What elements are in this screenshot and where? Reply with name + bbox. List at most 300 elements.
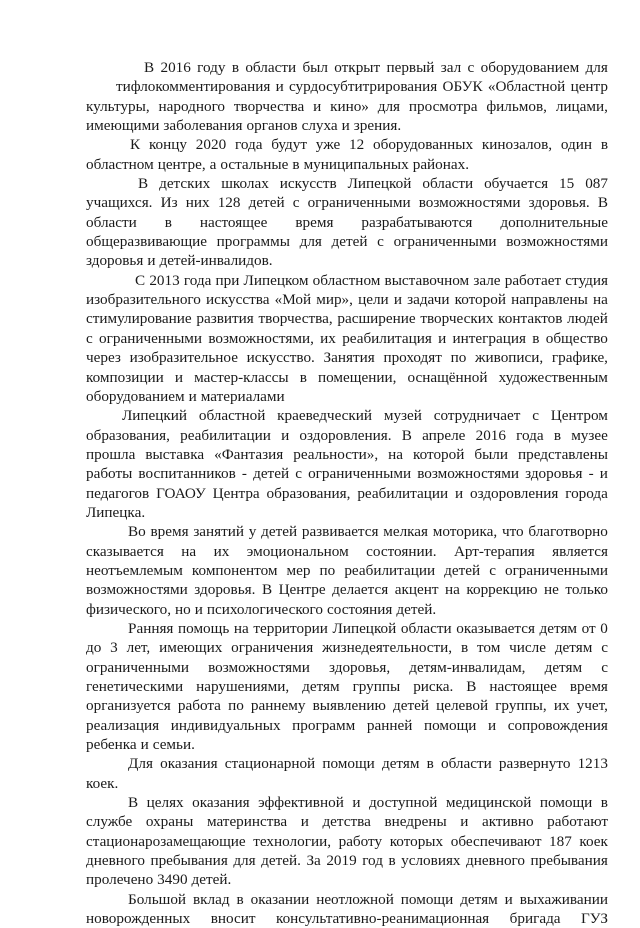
- word: дневного: [86, 852, 145, 870]
- word: были: [474, 445, 509, 463]
- word: задачи: [407, 291, 450, 309]
- word: году: [197, 59, 226, 76]
- word: детских: [159, 175, 211, 193]
- word: коррекцию: [466, 581, 538, 599]
- word: 3: [110, 639, 118, 657]
- word: В: [138, 175, 149, 193]
- word: Центре: [278, 581, 326, 599]
- word: детей-инвалидов.: [159, 252, 273, 270]
- word: условиях: [401, 852, 461, 870]
- word: обеспечивают: [450, 832, 542, 850]
- word: области: [245, 59, 297, 76]
- word: по: [228, 697, 244, 715]
- word: ребенка: [86, 736, 137, 754]
- word: риска.: [413, 678, 454, 695]
- word: и: [140, 736, 149, 754]
- word: возможностями: [418, 194, 521, 212]
- word: и: [313, 97, 322, 115]
- word: доступной: [368, 794, 438, 812]
- word: помощи: [539, 794, 593, 812]
- word: Для: [128, 755, 153, 773]
- word: оснащённой: [407, 368, 488, 386]
- word: с: [467, 59, 475, 76]
- word: вклад: [192, 890, 230, 908]
- word: развития: [196, 310, 254, 328]
- word: С: [135, 271, 146, 289]
- word: Во: [128, 523, 146, 541]
- word: по: [319, 561, 336, 579]
- word: в: [460, 639, 469, 657]
- word: искусство.: [246, 349, 315, 367]
- word: контактов: [498, 310, 563, 328]
- word: уже: [315, 136, 341, 154]
- word: людей: [567, 310, 608, 328]
- word: В: [466, 678, 477, 695]
- word: обучается: [484, 175, 549, 193]
- text-line: [86, 348, 608, 367]
- word: охраны: [145, 813, 194, 831]
- word: для: [233, 852, 256, 870]
- word: с: [295, 465, 302, 483]
- word: по: [450, 349, 467, 367]
- word: Центром: [550, 407, 608, 425]
- word: интеграция: [452, 329, 526, 347]
- text-line: [86, 735, 608, 754]
- word: работают: [547, 813, 608, 831]
- word: для: [585, 59, 608, 76]
- text-line: [86, 619, 608, 638]
- word: том: [476, 639, 501, 657]
- word: просмотра: [408, 97, 478, 115]
- word: в: [532, 329, 540, 347]
- word: активно: [482, 813, 534, 831]
- word: представлены: [518, 445, 608, 463]
- word: программы: [216, 233, 290, 251]
- word: семьи.: [152, 736, 195, 754]
- word: был: [302, 59, 328, 76]
- word: детей: [248, 194, 285, 212]
- text-line: [86, 503, 608, 522]
- text-line: [86, 832, 608, 851]
- word: Ранняя: [128, 619, 174, 637]
- word: стимулирование: [86, 310, 192, 328]
- word: здоровья.: [528, 194, 590, 212]
- word: народного: [158, 97, 226, 115]
- word: детей: [331, 233, 368, 251]
- word: год: [362, 852, 383, 870]
- word: композиции: [86, 368, 164, 386]
- word: в: [236, 890, 244, 908]
- word: и: [393, 291, 402, 309]
- word: образования,: [266, 484, 351, 502]
- word: направлены: [511, 291, 588, 309]
- word: на: [445, 581, 460, 599]
- word: разрабатываются: [361, 213, 473, 231]
- word: детей: [444, 561, 481, 579]
- word: 128: [217, 194, 241, 212]
- word: воспитанников: [138, 465, 236, 483]
- word: детям: [554, 639, 593, 657]
- word: время: [569, 678, 608, 695]
- word: и: [341, 117, 350, 135]
- text-line: [86, 445, 608, 464]
- word: Липецкой: [332, 619, 397, 637]
- word: помощь: [178, 619, 230, 637]
- word: центр: [570, 78, 608, 96]
- text-line: [86, 716, 608, 735]
- text-line: [86, 309, 608, 328]
- word: ограниченными: [99, 329, 203, 347]
- word: -: [588, 465, 594, 483]
- word: заболевания: [163, 117, 243, 135]
- word: органов: [246, 117, 298, 135]
- word: их: [320, 329, 336, 347]
- word: фильмов,: [486, 97, 547, 115]
- word: здоровья: [86, 252, 144, 270]
- word: детей: [253, 465, 290, 483]
- word: внедрены: [384, 813, 447, 831]
- word: в: [292, 155, 300, 173]
- word: с: [601, 658, 608, 676]
- word: За: [306, 852, 321, 870]
- word: выхаживании: [519, 890, 608, 908]
- word: детям: [381, 755, 420, 773]
- text-line: [86, 58, 608, 77]
- word: оборудованием: [86, 387, 185, 405]
- word: центре,: [157, 155, 206, 173]
- word: материнства: [206, 813, 288, 831]
- word: и: [188, 387, 197, 405]
- word: и: [454, 484, 464, 502]
- word: с: [532, 407, 539, 425]
- word: зал: [440, 59, 462, 76]
- word: прошла: [86, 445, 136, 463]
- text-line: [86, 696, 608, 715]
- word: детям-инвалидам,: [409, 658, 526, 676]
- word: генетическими: [86, 678, 184, 695]
- word: учащихся.: [86, 194, 153, 212]
- word: в: [426, 755, 434, 773]
- text-line: [86, 77, 608, 96]
- word: от: [581, 619, 596, 637]
- word: у: [248, 523, 257, 541]
- word: и: [275, 78, 284, 96]
- word: только: [565, 581, 608, 599]
- word: и: [300, 813, 309, 831]
- word: на: [181, 542, 197, 560]
- word: детей.: [396, 600, 437, 618]
- word: графике,: [551, 349, 608, 367]
- word: кинозалов,: [481, 136, 553, 154]
- word: с: [86, 329, 93, 347]
- word: группы: [352, 678, 401, 695]
- word: 15: [559, 175, 575, 193]
- word: и: [174, 368, 184, 386]
- word: 2016: [475, 426, 506, 444]
- word: детей.: [261, 852, 301, 870]
- word: 0: [600, 619, 608, 637]
- word: 12: [349, 136, 365, 154]
- word: настоящее: [489, 678, 557, 695]
- word: развивается: [301, 523, 379, 541]
- word: мер: [286, 561, 311, 579]
- word: реабилитации: [357, 484, 449, 502]
- text-line: [86, 271, 608, 290]
- text-line: [86, 851, 608, 870]
- word: Большой: [128, 890, 187, 908]
- word: для: [377, 97, 401, 115]
- text-line: [86, 232, 608, 251]
- word: года: [234, 136, 263, 154]
- word: программ: [292, 716, 356, 734]
- word: областной: [198, 407, 266, 425]
- word: лицами,: [555, 97, 608, 115]
- text-line: [86, 754, 608, 773]
- word: изобразительное: [129, 349, 238, 367]
- word: области: [86, 213, 137, 231]
- word: искусств: [279, 175, 337, 193]
- word: области: [400, 619, 452, 637]
- word: неотъемлемым: [86, 561, 183, 579]
- word: имеющих: [159, 639, 223, 657]
- word: жизнедеятельности,: [322, 639, 453, 657]
- word: города: [565, 484, 608, 502]
- word: благотворно: [528, 523, 608, 541]
- word: возможностями,: [208, 329, 314, 347]
- word: цели: [358, 291, 389, 309]
- word: детям: [539, 619, 578, 637]
- text-line: [86, 909, 608, 928]
- word: 1213: [577, 755, 608, 773]
- word: в: [388, 852, 396, 870]
- word: нарушениями,: [196, 678, 290, 695]
- word: оздоровления.: [299, 426, 392, 444]
- text-line: [86, 426, 608, 445]
- word: творчества,: [258, 310, 333, 328]
- word: учет,: [576, 697, 608, 715]
- word: концу: [148, 136, 187, 154]
- word: помощи: [423, 716, 477, 734]
- word: коек: [579, 832, 608, 850]
- word: индивидуальных: [170, 716, 281, 734]
- word: мастер-классы: [194, 368, 289, 386]
- word: выставка: [145, 445, 205, 463]
- word: слуха: [301, 117, 338, 135]
- word: один: [560, 136, 593, 154]
- text-line: [86, 600, 608, 619]
- word: компонентом: [191, 561, 278, 579]
- text-line: [86, 464, 608, 483]
- word: эмоциональном: [246, 542, 349, 560]
- text-line: [86, 193, 608, 212]
- word: которых: [389, 832, 444, 850]
- word: Центра: [212, 484, 260, 502]
- word: ГУЗ: [581, 910, 608, 928]
- word: ГОАОУ: [156, 484, 206, 502]
- word: проходят: [383, 349, 442, 367]
- word: в: [231, 59, 239, 76]
- word: расширение: [337, 310, 416, 328]
- word: В: [128, 794, 139, 812]
- word: 087: [585, 175, 608, 193]
- document-body: [86, 58, 608, 928]
- word: с: [292, 194, 300, 212]
- word: материалами: [200, 387, 285, 405]
- word: студия: [565, 271, 608, 289]
- text-line: [86, 793, 608, 812]
- word: имеющими: [86, 117, 160, 135]
- word: реабилитация: [342, 329, 432, 347]
- word: сказывается: [86, 542, 164, 560]
- word: является: [552, 542, 608, 560]
- word: Липецкий: [122, 407, 188, 425]
- text-line: [86, 290, 608, 309]
- word: детям: [302, 678, 340, 695]
- word: К: [130, 136, 141, 154]
- word: оказании: [250, 890, 310, 908]
- word: развернуто: [498, 755, 571, 773]
- word: здоровья: [525, 465, 583, 483]
- word: общеразвивающие: [86, 233, 208, 251]
- word: муниципальных: [303, 155, 409, 173]
- word: возможностями: [506, 233, 608, 251]
- text-line: [86, 561, 608, 580]
- word: а: [209, 155, 217, 173]
- word: и: [281, 426, 290, 444]
- text-line: [86, 774, 608, 793]
- text-line: [86, 155, 608, 174]
- word: стационарозамещающие: [86, 832, 246, 850]
- word: состояния: [327, 600, 393, 618]
- word: Липецка.: [86, 503, 146, 521]
- word: для: [299, 233, 322, 251]
- word: областном: [86, 155, 154, 173]
- word: кино»: [330, 97, 369, 115]
- word: образования,: [86, 426, 170, 444]
- word: ранней: [366, 716, 413, 734]
- word: областном: [312, 271, 381, 289]
- word: время: [295, 213, 334, 231]
- word: которой: [454, 291, 506, 309]
- word: ограниченными: [86, 658, 189, 676]
- word: «Мой: [274, 291, 312, 309]
- word: ограничения: [231, 639, 314, 657]
- word: консультативно-реанимационная: [275, 910, 490, 928]
- word: педагогов: [86, 484, 150, 502]
- word: сопровождения: [507, 716, 608, 734]
- word: занятий: [193, 523, 245, 541]
- word: новорожденных: [86, 910, 191, 928]
- text-line: [86, 812, 608, 831]
- word: области: [422, 175, 474, 193]
- word: художественным: [498, 368, 608, 386]
- text-line: [86, 542, 608, 561]
- text-line: [86, 522, 608, 541]
- word: в: [553, 426, 561, 444]
- word: 2016: [160, 59, 191, 76]
- word: физического,: [86, 600, 172, 618]
- word: и: [194, 600, 203, 618]
- word: года: [183, 271, 212, 289]
- word: выставочном: [384, 271, 470, 289]
- word: организуется: [86, 697, 171, 715]
- text-line: [86, 406, 608, 425]
- word: Арт-терапия: [453, 542, 535, 560]
- word: с: [489, 561, 496, 579]
- word: дневного: [466, 852, 525, 870]
- word: В: [597, 194, 608, 212]
- text-line: [86, 677, 608, 696]
- text-line: [86, 890, 608, 909]
- word: первый: [386, 59, 435, 76]
- word: ограниченными: [393, 233, 497, 251]
- word: музее: [571, 426, 608, 444]
- word: целевой: [436, 697, 489, 715]
- word: ограниченными: [308, 465, 412, 483]
- word: на: [593, 291, 608, 309]
- text-line: [86, 213, 608, 232]
- word: время: [150, 523, 189, 541]
- word: области: [440, 755, 492, 773]
- word: и: [147, 252, 156, 270]
- word: Из: [160, 194, 178, 212]
- word: оказывается: [456, 619, 535, 637]
- word: психологического: [206, 600, 323, 618]
- word: 3490: [157, 871, 188, 889]
- word: ограниченными: [307, 194, 411, 212]
- word: школах: [221, 175, 269, 193]
- word: живописи,: [475, 349, 544, 367]
- word: мир»,: [316, 291, 353, 309]
- word: изобразительного: [86, 291, 201, 309]
- word: оборудованных: [373, 136, 474, 154]
- word: ограниченными: [504, 561, 608, 579]
- word: но: [175, 600, 191, 618]
- word: В: [401, 426, 412, 444]
- word: сурдосубтитрирования: [288, 78, 438, 96]
- word: пребывания: [150, 852, 228, 870]
- word: В: [144, 59, 155, 76]
- word: детям: [544, 658, 583, 676]
- word: помощи: [322, 755, 375, 773]
- word: что: [501, 523, 524, 541]
- word: стационарной: [224, 755, 316, 773]
- word: технологии,: [253, 832, 331, 850]
- word: пролечено: [86, 871, 154, 889]
- text-line: [86, 329, 608, 348]
- word: работа: [177, 697, 221, 715]
- word: Занятия: [323, 349, 375, 367]
- word: раннему: [250, 697, 306, 715]
- word: и: [504, 890, 513, 908]
- word: и: [352, 794, 361, 812]
- word: зрения.: [353, 117, 402, 135]
- text-line: [86, 97, 608, 116]
- word: помещении,: [317, 368, 397, 386]
- word: детям: [460, 890, 498, 908]
- word: на: [233, 619, 249, 637]
- word: моторика,: [432, 523, 498, 541]
- word: детей: [261, 523, 298, 541]
- word: оборудованием: [480, 59, 580, 76]
- word: на: [388, 445, 404, 463]
- word: детства: [322, 813, 371, 831]
- word: и: [488, 716, 497, 734]
- word: 2013: [149, 271, 180, 289]
- word: делается: [332, 581, 389, 599]
- word: здоровья.: [194, 581, 256, 599]
- word: с: [377, 233, 384, 251]
